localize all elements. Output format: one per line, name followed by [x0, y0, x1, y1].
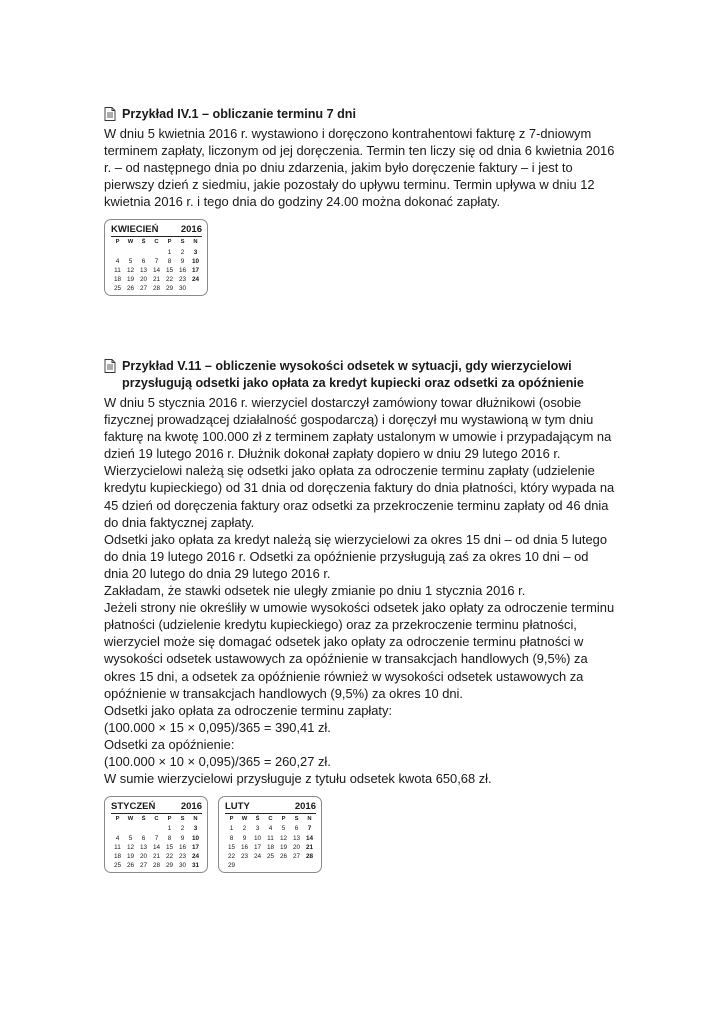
calendar-blank: [111, 248, 124, 257]
weekday-label: P: [115, 816, 120, 823]
calendar-day: 19: [126, 852, 135, 860]
calendar-day: 19: [126, 276, 135, 284]
calendar-day: 30: [178, 285, 187, 293]
calendar-day: 24: [253, 852, 262, 860]
paragraph: Odsetki jako opłata za odroczenie terminu zapłaty:: [104, 702, 393, 718]
calendar-day: 15: [165, 843, 174, 851]
calendar-day: 27: [292, 852, 301, 860]
calendar-day: 2: [180, 248, 185, 256]
calendar-day: 11: [114, 843, 121, 851]
calendar-group: [104, 796, 616, 873]
weekday-label: P: [115, 239, 120, 246]
calendar-day: 15: [227, 843, 236, 851]
calendar-day: 24: [191, 852, 200, 860]
calendar-day: 21: [305, 843, 314, 851]
calendar-blank: [150, 824, 163, 833]
document-icon: [104, 107, 116, 121]
formula: (100.000 × 15 × 0,095)/365 = 390,41 zł.: [104, 719, 331, 735]
calendar-day: 8: [167, 834, 172, 842]
calendar-day: 13: [139, 843, 148, 851]
calendar-day: 25: [113, 285, 122, 293]
calendar-day: 29: [165, 862, 174, 870]
paragraph: Wierzycielowi należą się odsetki jako opłata za odroczenie terminu zapłaty (udzielenie kredytu kupieckiego) od 31 dnia od doręczenia faktury do dnia płatności, który wypada na 45 dzień od doręczenia faktury oraz odsetki za przekroczenie terminu zapłaty od 46 dnia do dnia faktycznej zapłaty.: [104, 463, 615, 530]
calendar-day: 14: [152, 267, 161, 275]
weekday-label: S: [180, 816, 185, 823]
calendar-day: 16: [178, 267, 187, 275]
calendar-day: 9: [180, 834, 185, 842]
example-v-11: [104, 358, 616, 873]
paragraph: Odsetki jako opłata za kredyt należą się wierzycielowi za okres 15 dni – od dnia 5 lutego do dnia 19 lutego 2016 r. Odsetki za opóźnienie przysługują zaś za okres 10 dni – od dnia 20 lutego do dnia 29 lutego 2016 r.: [104, 531, 608, 581]
calendar-day: 7: [154, 257, 159, 265]
calendar-day: 2: [242, 825, 247, 833]
calendar-day: 18: [113, 276, 122, 284]
weekday-label: P: [229, 816, 234, 823]
calendar-day: 10: [191, 834, 200, 842]
calendar-day: 29: [227, 862, 236, 870]
calendar-blank: [124, 824, 137, 833]
calendar-day: 25: [113, 862, 122, 870]
calendar-day: 26: [126, 285, 135, 293]
weekday-label: S: [180, 239, 185, 246]
calendar-header: [111, 224, 202, 237]
calendar-day: 1: [167, 248, 172, 256]
calendar-day: 15: [165, 267, 174, 275]
weekday-label: W: [127, 816, 134, 823]
calendar-year: 2016: [180, 801, 202, 813]
calendar-day: 3: [193, 248, 198, 256]
calendar-blank: [111, 824, 124, 833]
weekday-label: P: [167, 239, 172, 246]
calendar-day: 7: [307, 825, 312, 833]
calendar-styczeń: [104, 796, 208, 873]
calendar-day: 30: [178, 862, 187, 870]
calendar-month: KWIECIEŃ: [111, 224, 159, 236]
calendar-day: 9: [242, 834, 247, 842]
calendar-day: 1: [229, 825, 234, 833]
calendar-day: 5: [128, 834, 133, 842]
weekday-label: Ś: [141, 816, 146, 823]
calendar-day: 6: [141, 257, 146, 265]
calendar-day: 18: [113, 852, 122, 860]
calendar-day: 16: [178, 843, 187, 851]
calendar-blank: [137, 824, 150, 833]
calendar-day: 28: [152, 862, 161, 870]
weekday-label: S: [294, 816, 299, 823]
calendar-grid: [225, 815, 316, 870]
calendar-day: 22: [165, 852, 174, 860]
calendar-day: 18: [266, 843, 275, 851]
calendar-day: 28: [152, 285, 161, 293]
calendar-day: 31: [191, 862, 200, 870]
calendar-day: 22: [227, 852, 236, 860]
calendar-day: 26: [126, 862, 135, 870]
calendar-day: 9: [180, 257, 185, 265]
calendar-month: STYCZEŃ: [111, 801, 156, 813]
calendar-day: 20: [139, 852, 148, 860]
calendar-day: 2: [180, 825, 185, 833]
calendar-day: 26: [279, 852, 288, 860]
calendar-day: 19: [279, 843, 288, 851]
calendar-luty: [218, 796, 322, 873]
calendar-grid: [111, 238, 202, 293]
paragraph: Zakładam, że stawki odsetek nie uległy zmianie po dniu 1 stycznia 2016 r.: [104, 583, 526, 599]
example-body: [104, 394, 616, 787]
example-iv-1: [104, 106, 616, 296]
calendar-day: 25: [266, 852, 275, 860]
calendar-group: [104, 219, 616, 296]
calendar-blank: [124, 248, 137, 257]
example-body: [104, 125, 616, 210]
calendar-day: 23: [178, 852, 187, 860]
calendar-day: 23: [240, 852, 249, 860]
calendar-day: 5: [128, 257, 133, 265]
calendar-day: 8: [229, 834, 234, 842]
weekday-label: N: [307, 816, 312, 823]
calendar-header: [111, 801, 202, 814]
weekday-label: N: [193, 816, 198, 823]
calendar-day: 11: [114, 267, 121, 275]
example-title-text: Przykład IV.1 – obliczanie terminu 7 dni: [122, 107, 356, 121]
paragraph: W dniu 5 stycznia 2016 r. wierzyciel dostarczył zamówiony towar dłużnikowi (osobie fizycznej prowadzącej działalność gospodarczą) i doręczył mu wystawioną w tym dniu fakturę na kwotę 100.000 zł z terminem zapłaty ustalonym w umowie i przypadającym na dzień 19 lutego 2016 r. Dłużnik dokonał zapłaty dopiero w dniu 29 lutego 2016 r.: [104, 395, 612, 462]
example-title: [104, 106, 616, 123]
calendar-day: 1: [167, 825, 172, 833]
weekday-label: C: [268, 816, 273, 823]
calendar-day: 21: [152, 276, 161, 284]
calendar-day: 23: [178, 276, 187, 284]
calendar-day: 24: [191, 276, 200, 284]
calendar-day: 27: [139, 862, 148, 870]
calendar-day: 10: [253, 834, 262, 842]
calendar-day: 10: [191, 257, 200, 265]
calendar-day: 13: [139, 267, 148, 275]
calendar-day: 4: [115, 834, 120, 842]
example-title: [104, 358, 616, 392]
calendar-year: 2016: [180, 224, 202, 236]
weekday-label: W: [241, 816, 248, 823]
paragraph: W dniu 5 kwietnia 2016 r. wystawiono i doręczono kontrahentowi fakturę z 7-dniowym terminem zapłaty, liczonym od jej doręczenia. Termin ten liczy się od dnia 6 kwietnia 2016 r. – od następnego dnia po dniu zdarzenia, jakim było doręczenie faktury – i jest to pierwszy dzień z siedmiu, jakie pozostały do upływu terminu. Termin upływa w dniu 12 kwietnia 2016 r. i tego dnia do godziny 24.00 można dokonać zapłaty.: [104, 126, 615, 210]
calendar-day: 20: [292, 843, 301, 851]
formula: (100.000 × 10 × 0,095)/365 = 260,27 zł.: [104, 753, 331, 769]
calendar-blank: [137, 248, 150, 257]
calendar-day: 12: [279, 834, 288, 842]
calendar-day: 4: [268, 825, 273, 833]
calendar-day: 27: [139, 285, 148, 293]
calendar-year: 2016: [294, 801, 316, 813]
calendar-day: 29: [165, 285, 174, 293]
weekday-label: Ś: [255, 816, 260, 823]
calendar-day: 4: [115, 257, 120, 265]
calendar-day: 14: [305, 834, 314, 842]
weekday-label: C: [154, 816, 159, 823]
calendar-day: 6: [294, 825, 299, 833]
calendar-day: 16: [240, 843, 249, 851]
calendar-month: LUTY: [225, 801, 250, 813]
example-title-text: Przykład V.11 – obliczenie wysokości odsetek w sytuacji, gdy wierzycielowi przysługują odsetki jako opłata za kredyt kupiecki oraz odsetki za opóźnienie: [122, 359, 584, 390]
calendar-day: 5: [281, 825, 286, 833]
calendar-day: 17: [253, 843, 262, 851]
weekday-label: N: [193, 239, 198, 246]
calendar-kwiecień: [104, 219, 208, 296]
paragraph: Odsetki za opóźnienie:: [104, 736, 235, 752]
paragraph: Jeżeli strony nie określiły w umowie wysokości odsetek jako opłaty za odroczenie terminu płatności (udzielenie kredytu kupieckiego) oraz za przekroczenie terminu płatności, wierzyciel może się domagać odsetek jako opłaty za odroczenie terminu płatności w wysokości odsetek ustawowych za opóźnienie w transakcjach handlowych (9,5%) za okres 15 dni, a odsetek za opóźnienie również w wysokości odsetek ustawowych za opóźnienie w transakcjach handlowych (9,5%) za okres 10 dni.: [104, 600, 615, 701]
calendar-day: 12: [126, 267, 135, 275]
calendar-header: [225, 801, 316, 814]
calendar-day: 8: [167, 257, 172, 265]
calendar-day: 3: [255, 825, 260, 833]
document-icon: [104, 359, 116, 373]
calendar-day: 11: [267, 834, 274, 842]
calendar-day: 13: [292, 834, 301, 842]
calendar-day: 28: [305, 852, 314, 860]
calendar-day: 21: [152, 852, 161, 860]
calendar-day: 3: [193, 825, 198, 833]
calendar-day: 12: [126, 843, 135, 851]
calendar-day: 6: [141, 834, 146, 842]
calendar-day: 14: [152, 843, 161, 851]
calendar-day: 17: [191, 843, 200, 851]
calendar-day: 20: [139, 276, 148, 284]
calendar-day: 22: [165, 276, 174, 284]
paragraph: W sumie wierzycielowi przysługuje z tytułu odsetek kwota 650,68 zł.: [104, 771, 492, 787]
weekday-label: W: [127, 239, 134, 246]
weekday-label: C: [154, 239, 159, 246]
weekday-label: Ś: [141, 239, 146, 246]
calendar-day: 17: [191, 267, 200, 275]
calendar-blank: [150, 248, 163, 257]
calendar-day: 7: [154, 834, 159, 842]
calendar-grid: [111, 815, 202, 870]
weekday-label: P: [167, 816, 172, 823]
weekday-label: P: [281, 816, 286, 823]
